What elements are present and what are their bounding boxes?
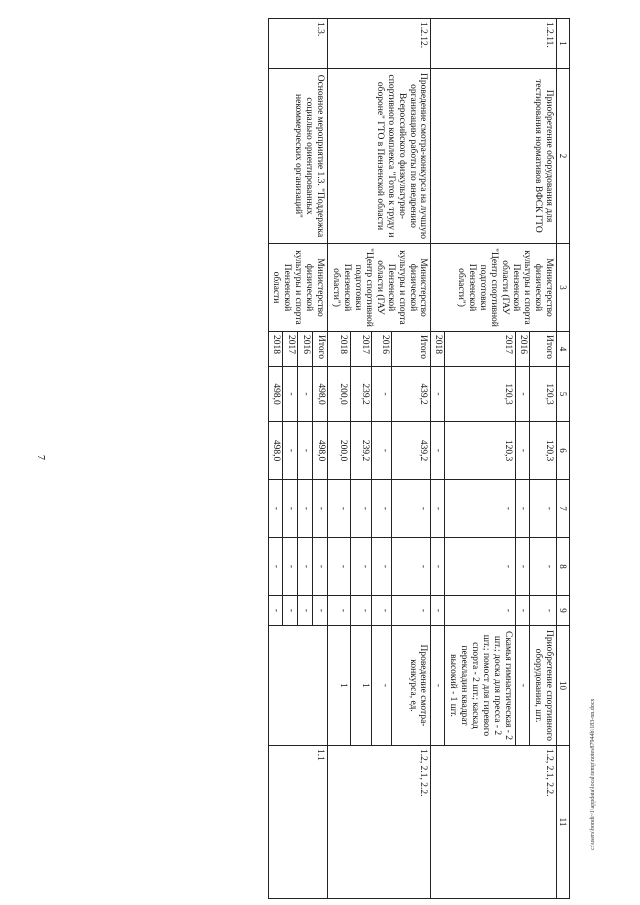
year-cell: 2017 <box>445 332 516 367</box>
value-cell: - <box>371 538 391 596</box>
header-cell: 4 <box>556 332 569 367</box>
value-cell: - <box>529 538 556 596</box>
indicator-cell: - <box>515 626 529 746</box>
header-cell: 5 <box>556 367 569 422</box>
value-cell: 120,3 <box>445 367 516 422</box>
value-cell: - <box>268 538 283 596</box>
goal-ref-cell: 1.1 <box>268 746 328 899</box>
value-cell: - <box>268 596 283 626</box>
value-cell: - <box>351 480 371 538</box>
indicator-cell: 1 <box>328 626 351 746</box>
value-cell: - <box>392 538 431 596</box>
indicator-cell: - <box>371 626 391 746</box>
value-cell: 200,0 <box>328 422 351 480</box>
value-cell: 239,2 <box>351 367 371 422</box>
indicator-cell: Скамья гимнастическая - 2 шт.; доска для пресса - 2 шт.; помост для гиревого спорта - 2 шт.; каскад перекладин квадрат высокий - 1 шт. <box>445 626 516 746</box>
year-cell: 2018 <box>328 332 351 367</box>
measure-name: Основное мероприятие 1.3. "Поддержка социально ориентированных некоммерческих организаций" <box>268 69 328 244</box>
value-cell: 498,0 <box>268 367 283 422</box>
rotated-table-frame <box>100 18 570 898</box>
value-cell: - <box>298 367 313 422</box>
header-cell: 8 <box>556 538 569 596</box>
indicator-cell: Проведение смотра-конкурса, ед. <box>392 626 431 746</box>
value-cell: - <box>313 480 328 538</box>
value-cell: - <box>371 596 391 626</box>
year-cell: 2016 <box>371 332 391 367</box>
value-cell: - <box>283 422 298 480</box>
value-cell: - <box>328 480 351 538</box>
measure-name: Проведение смотра-конкурса на лучшую организацию работы по внедрению Всероссийского физкультурно-спортивного комплекса "Готов к труду и обороне" ГТО в Пензенской области <box>328 69 431 244</box>
executor: Министерство физической культуры и спорта Пензенской области (ГАУ "Центр спортивной подготовки Пензенской области") <box>431 244 556 332</box>
header-cell: 1 <box>556 19 569 69</box>
value-cell: - <box>283 367 298 422</box>
value-cell: - <box>371 367 391 422</box>
program-table <box>268 18 570 899</box>
value-cell: 200,0 <box>328 367 351 422</box>
year-cell: 2018 <box>268 332 283 367</box>
value-cell: - <box>392 480 431 538</box>
value-cell: 239,2 <box>351 422 371 480</box>
value-cell: 120,3 <box>529 422 556 480</box>
value-cell: - <box>298 538 313 596</box>
value-cell: - <box>298 422 313 480</box>
goal-ref-cell: 1.2, 2.1, 2.2. <box>328 746 431 899</box>
executor: Министерство физической культуры и спорта Пензенской области <box>268 244 328 332</box>
value-cell: - <box>431 596 445 626</box>
value-cell: - <box>328 538 351 596</box>
row-number: 1.2.12. <box>328 19 431 69</box>
table-row <box>313 19 328 899</box>
value-cell: - <box>298 596 313 626</box>
goal-ref-cell: 1.2, 2.1, 2.2. <box>431 746 556 899</box>
table-row <box>529 19 556 899</box>
year-cell: Итого <box>392 332 431 367</box>
header-cell: 2 <box>556 69 569 244</box>
value-cell: - <box>431 422 445 480</box>
value-cell: - <box>515 480 529 538</box>
page-number: 7 <box>35 455 46 460</box>
table-row <box>392 19 431 899</box>
header-cell: 11 <box>556 746 569 899</box>
footer-path: c:\users\bondi~1\appdata\local\temp\notes87944b\183-nn.docx <box>590 698 596 850</box>
value-cell: - <box>431 538 445 596</box>
year-cell: 2016 <box>298 332 313 367</box>
value-cell: - <box>351 538 371 596</box>
year-cell: 2018 <box>431 332 445 367</box>
value-cell: - <box>445 480 516 538</box>
value-cell: - <box>283 538 298 596</box>
value-cell: 498,0 <box>268 422 283 480</box>
value-cell: - <box>515 422 529 480</box>
measure-name: Приобретение оборудования для тестирования нормативов ВФСК ГТО <box>431 69 556 244</box>
value-cell: - <box>529 596 556 626</box>
value-cell: 498,0 <box>313 422 328 480</box>
value-cell: - <box>431 480 445 538</box>
row-number: 1.3. <box>268 19 328 69</box>
value-cell: - <box>529 480 556 538</box>
value-cell: - <box>351 596 371 626</box>
year-cell: Итого <box>313 332 328 367</box>
header-cell: 10 <box>556 626 569 746</box>
executor: Министерство физической культуры и спорта Пензенской области (ГАУ "Центр спортивной подготовки Пензенской области") <box>328 244 431 332</box>
value-cell: 439,2 <box>392 367 431 422</box>
value-cell: - <box>328 596 351 626</box>
year-cell: 2016 <box>515 332 529 367</box>
header-cell: 6 <box>556 422 569 480</box>
value-cell: - <box>445 538 516 596</box>
value-cell: - <box>431 367 445 422</box>
value-cell: - <box>515 538 529 596</box>
value-cell: - <box>283 596 298 626</box>
indicator-cell: 1 <box>351 626 371 746</box>
value-cell: 120,3 <box>529 367 556 422</box>
header-cell: 9 <box>556 596 569 626</box>
header-row <box>556 19 569 899</box>
value-cell: 498,0 <box>313 367 328 422</box>
indicator-cell: Приобретение спортивного оборудования, шт. <box>529 626 556 746</box>
indicator-cell: - <box>431 626 445 746</box>
value-cell: - <box>371 480 391 538</box>
header-cell: 3 <box>556 244 569 332</box>
program-table-container <box>100 18 570 898</box>
value-cell: - <box>392 596 431 626</box>
value-cell: - <box>298 480 313 538</box>
year-cell: Итого <box>529 332 556 367</box>
value-cell: - <box>268 480 283 538</box>
year-cell: 2017 <box>283 332 298 367</box>
value-cell: 439,2 <box>392 422 431 480</box>
value-cell: - <box>313 538 328 596</box>
value-cell: - <box>371 422 391 480</box>
row-number: 1.2.11. <box>431 19 556 69</box>
value-cell: - <box>445 596 516 626</box>
value-cell: - <box>283 480 298 538</box>
value-cell: - <box>515 596 529 626</box>
indicator-cell <box>268 626 328 746</box>
header-cell: 7 <box>556 480 569 538</box>
year-cell: 2017 <box>351 332 371 367</box>
value-cell: - <box>313 596 328 626</box>
value-cell: - <box>515 367 529 422</box>
value-cell: 120,3 <box>445 422 516 480</box>
